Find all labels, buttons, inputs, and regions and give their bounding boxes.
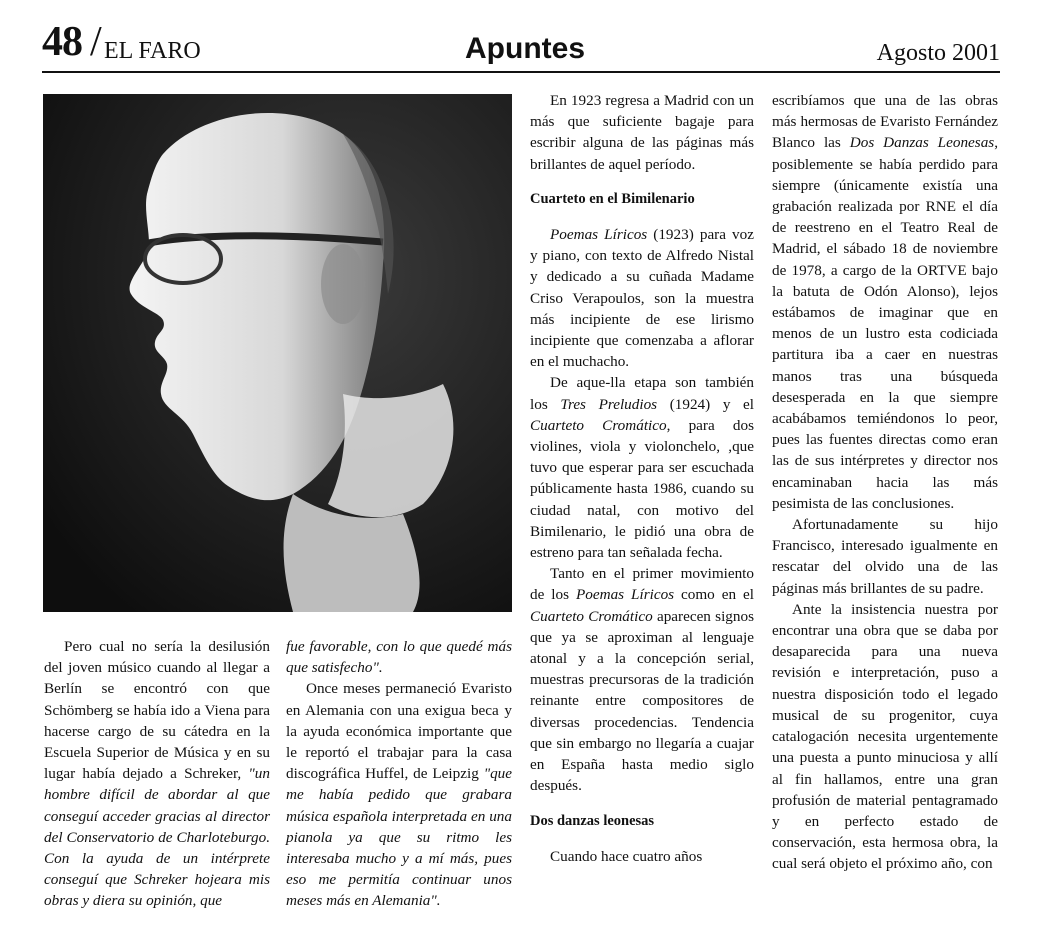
publication-name: EL FARO [104, 38, 201, 64]
work-title: Poemas Líricos [575, 586, 675, 604]
article-paragraph: Tanto en el primer movimiento de los Poemas Líricos como en el Cuarteto Cromático aparecen signos que ya se aproximan al lenguaje atonal y a la concepción serial, muestras precursoras de la tradición reinante entre compositores de diversas procedencias. Tendencia que sin embargo no llegaría a cuajar en España hasta medio siglo después. [530, 565, 754, 795]
article-paragraph: escribíamos que una de las obras más hermosas de Evaristo Fernández Blanco las Dos Danzas Leonesas, posiblemente se había perdido para siempre (únicamente existía una grabación realizada por RNE el día de reestreno en el Teatro Real de Madrid, el sábado 18 de noviembre de 1978, a cargo de la ORTVE bajo la batuta de Odón Alonso), lejos estábamos de imaginar que en menos de un lustro esta codiciada partitura iba a caer en nuestras manos tras una búsqueda desesperada en la que siempre acabábamos temiéndonos lo peor, pues las fuentes directas como eran las de sus intérpretes y director nos encaminaban hacia las más pesimista de las conclusiones. [772, 92, 999, 512]
work-title: Dos Danzas Leonesas [849, 134, 995, 152]
article-column-4 [772, 90, 998, 875]
issue-date: Agosto 2001 [876, 40, 1000, 66]
page-header [0, 0, 1050, 72]
portrait-photo-icon [43, 94, 512, 612]
article-paragraph: Poemas Líricos (1923) para voz y piano, con texto de Alfredo Nistal y dedicado a su cuñada Madame Criso Verapoulos, son la muestra más incipiente de ese lirismo incipiente que comenzaba a aflorar en el muchacho. [530, 226, 754, 371]
article-paragraph: En 1923 regresa a Madrid con un más que suficiente bagaje para escribir alguna de las páginas más brillantes de aquel período. [530, 92, 754, 173]
work-title: Cuarteto Cromático [530, 607, 653, 625]
header-rule [42, 71, 1000, 73]
subheading: Cuarteto en el Bimilenario [530, 190, 695, 207]
article-paragraph: Pero cual no sería la desilusión del joven músico cuando al llegar a Berlín se encontró con que Schömberg se había ido a Viena para hacerse cargo de su cátedra en la Escuela Superior de Música y en su lugar había dejado a Schreker, "un hombre difícil de abordar al que conseguí acceder gracias al director del Conservatorio de Charloteburgo. Con la ayuda de un intérprete conseguí que Schreker hojeara mis obras y diera su opinión, que [44, 638, 270, 910]
article-column-1 [44, 636, 270, 912]
article-paragraph [286, 636, 512, 678]
subheading: Dos danzas leonesas [530, 812, 655, 829]
work-title: Cuarteto Cromático [530, 416, 667, 434]
article-paragraph: Ante la insistencia nuestra por encontrar una obra que se daba por desaparecida para una nueva revisión e interpretación, puso a nuestra disposición todo el legado musical de su progenitor, cuya catalogación necesita urgentemente una puesta a punto minuciosa y allí al fin hallamos, entre una gran profusión de material pentagramado y en perfecto estado de conservación, esta hermosa obra, la cual será objeto el próximo año, con [772, 600, 998, 873]
article-column-2 [286, 636, 512, 912]
article-paragraph: De aque-lla etapa son también los Tres Preludios (1924) y el Cuarteto Cromático, para dos violines, viola y violonchelo, ,que tuvo que esperar para ser escuchada públicamente hasta 1986, cuando su ciudad natal, con motivo del Bimilenario, le pidió una obra de estreno para tan señalada fecha. [530, 374, 755, 562]
article-column-3 [530, 90, 754, 867]
portrait-photo [43, 94, 512, 612]
page-number: 48 [42, 19, 82, 65]
quote: "un hombre difícil de abordar al que conseguí acceder gracias al director del Conservatorio de Charloteburgo. Con la ayuda de un intérprete conseguí que Schreker hojeara mis obras y diera su opinión, que [44, 765, 270, 910]
work-title: Tres Preludios [560, 395, 658, 413]
section-title: Apuntes [465, 32, 585, 65]
article-paragraph: Afortunadamente su hijo Francisco, interesado igualmente en rescatar del olvido una de las páginas más brillantes de su padre. [772, 516, 998, 597]
quote: "que me había pedido que grabara música española interpretada en una pianola ya que su ritmo les interesaba mucho y a mí más, pues eso me permitía continuar unos meses más en Alemania". [286, 765, 513, 910]
article-paragraph: Cuando hace cuatro años [550, 847, 703, 865]
work-title: Poemas Líricos [550, 226, 648, 244]
article-paragraph: Once meses permaneció Evaristo en Alemania con una exigua beca y la ayuda económica importante que le reportó el trabajar para la casa discográfica Huffel, de Leipzig "que me había pedido que grabara música española interpretada en una pianola ya que su ritmo les interesaba mucho y a mí más, pues eso me permitía continuar unos meses más en Alemania". [286, 680, 513, 910]
quote: fue favorable, con lo que quedé más que satisfecho". [286, 638, 512, 677]
header-separator: / [90, 19, 102, 65]
